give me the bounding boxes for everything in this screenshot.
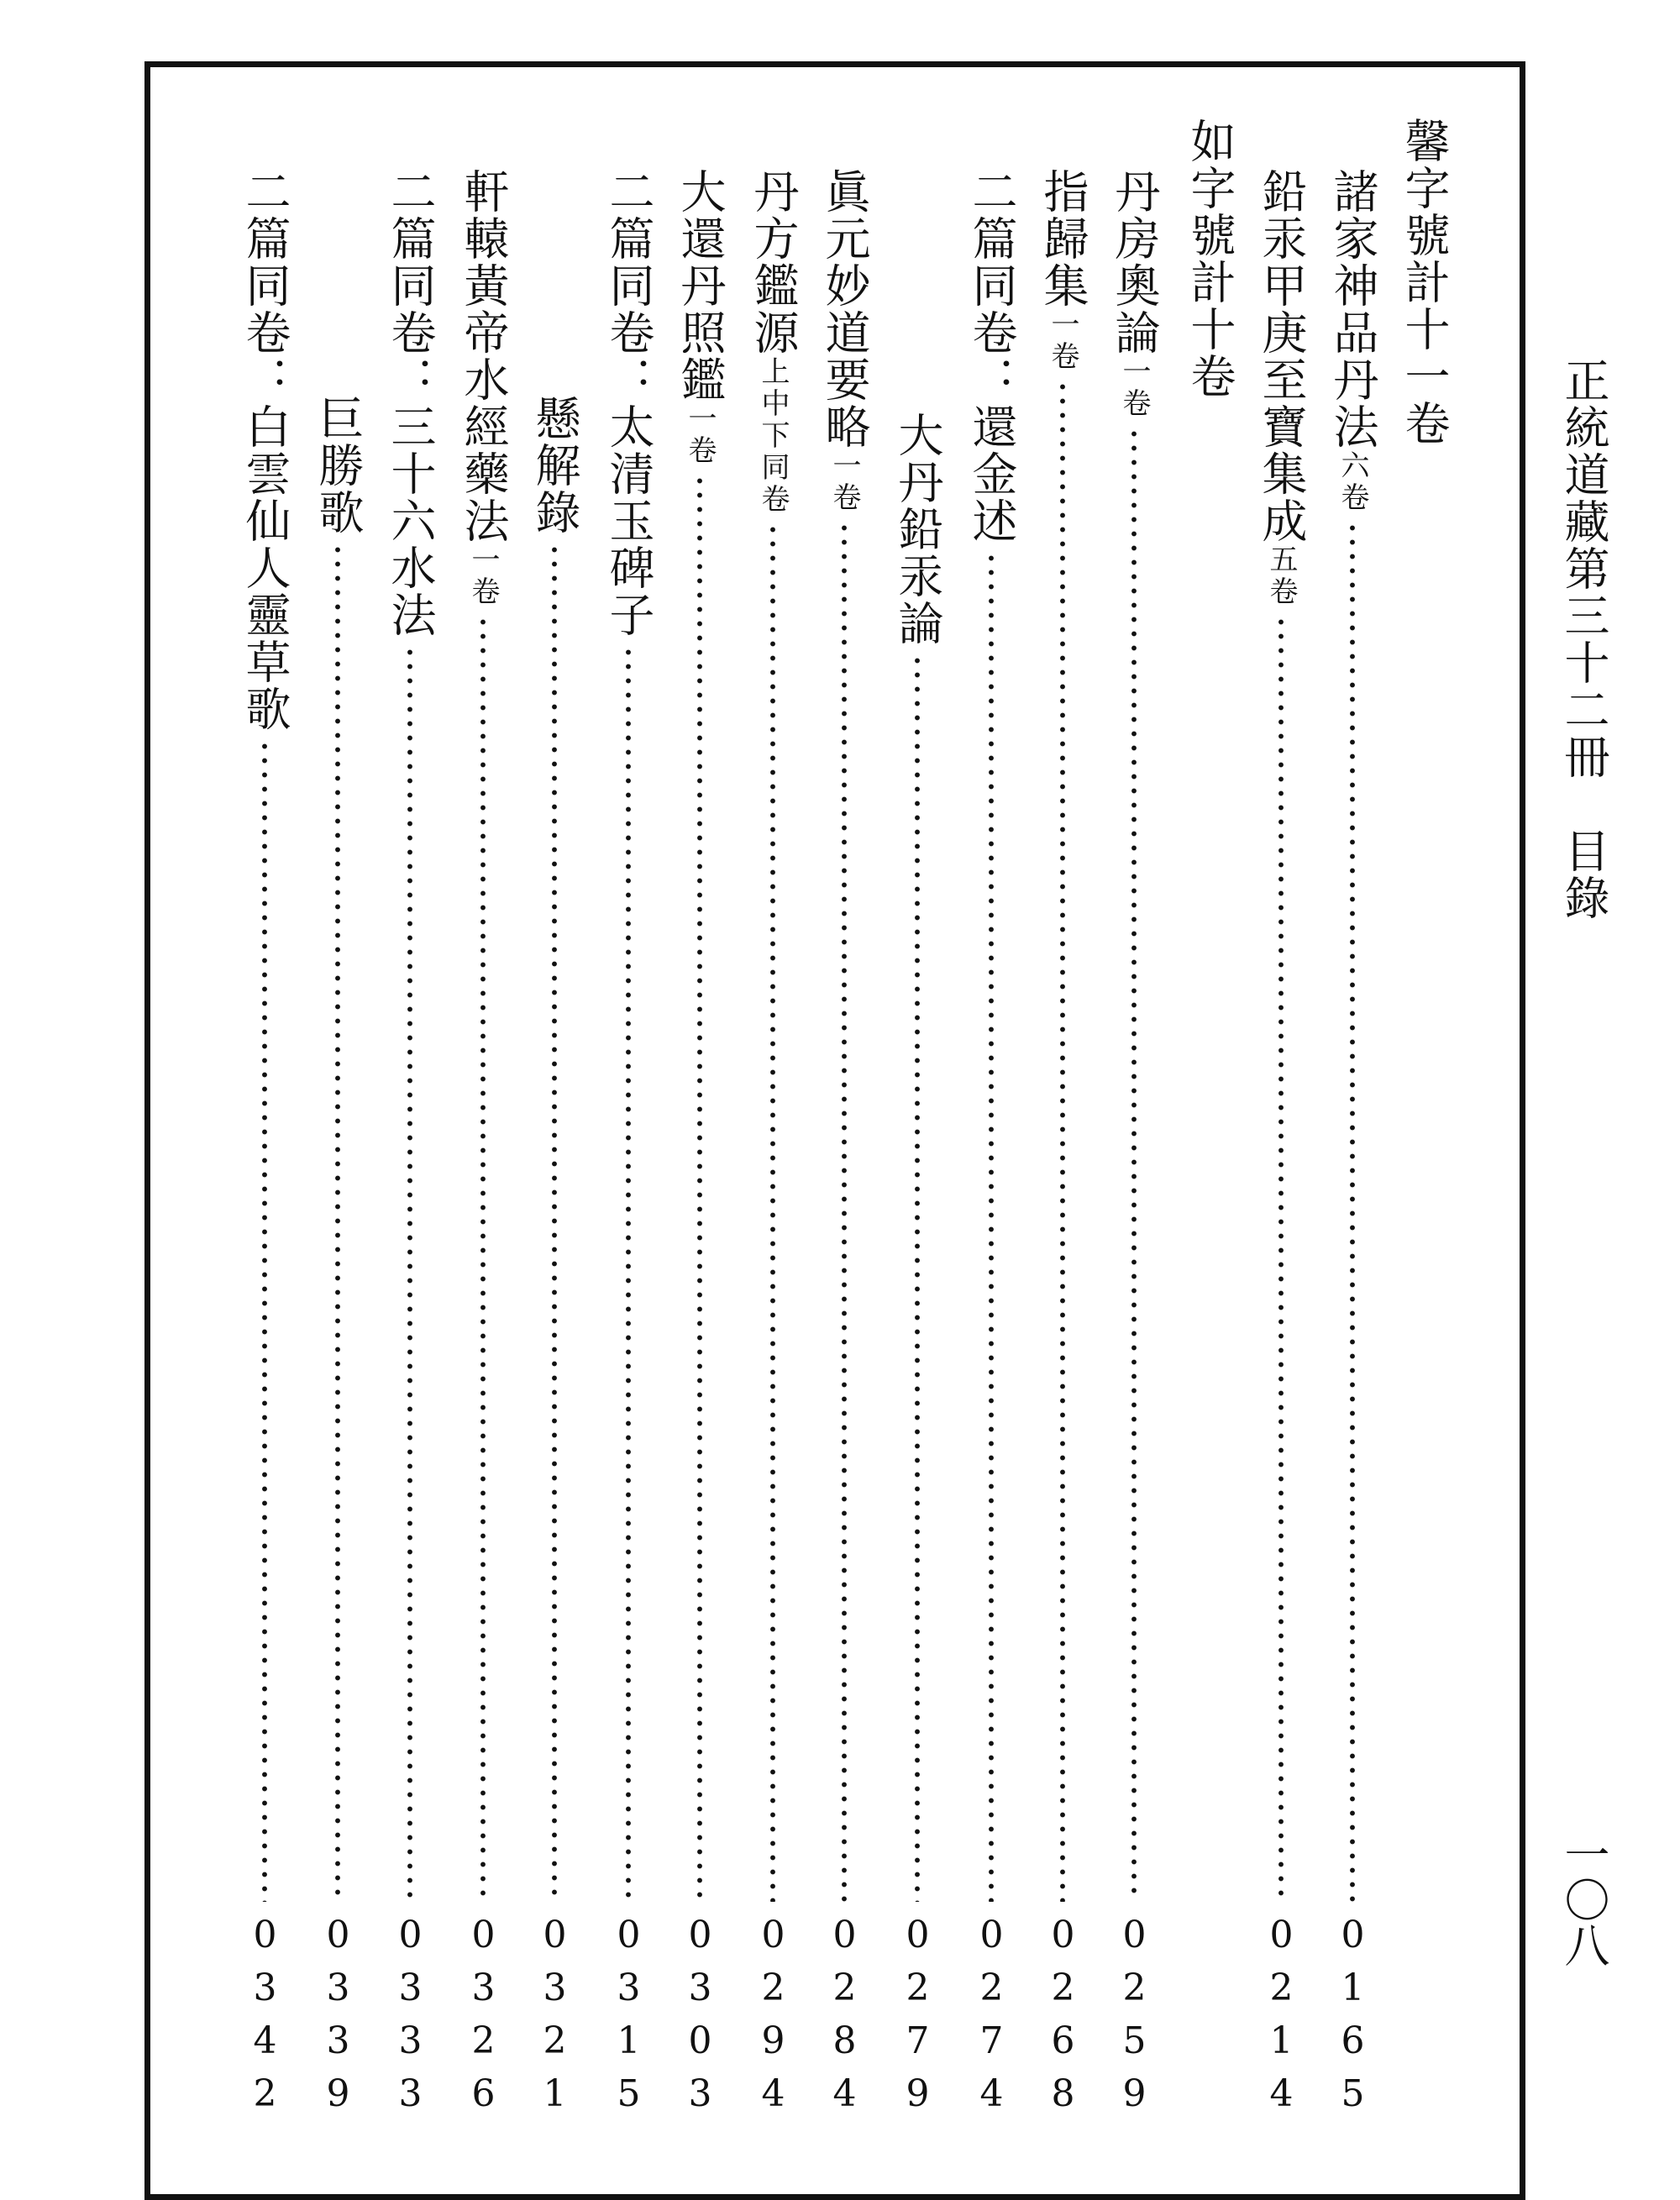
- leader-dots: [1060, 380, 1065, 1902]
- toc-entry[interactable]: [1327, 168, 1378, 2125]
- group-heading-text: 如字號計十卷: [1184, 118, 1236, 400]
- toc-entry-title: 巨勝歌: [312, 395, 365, 536]
- toc-entry-volume: 上中下同卷: [756, 356, 790, 516]
- leader-dots: [770, 522, 775, 1902]
- toc-entry-page: 0214: [1260, 1914, 1303, 2125]
- leader-dots: [407, 645, 412, 1902]
- toc-entry-page: 0303: [679, 1914, 722, 2125]
- toc-entry[interactable]: [312, 395, 363, 2125]
- toc-entry[interactable]: [675, 168, 725, 2125]
- toc-entry-page: 0165: [1331, 1914, 1374, 2125]
- toc-entry-page: 0268: [1042, 1914, 1084, 2125]
- toc-entry-volume: 一卷: [466, 544, 500, 608]
- toc-entry[interactable]: [385, 168, 435, 2125]
- toc-group-heading: [1184, 118, 1235, 400]
- toc-entry-title: 二篇同卷：三十六水法: [384, 168, 437, 638]
- toc-entry-volume: 一卷: [683, 403, 717, 467]
- leader-dots: [842, 521, 847, 1902]
- leader-dots: [1350, 521, 1355, 1902]
- toc-entry[interactable]: [1109, 168, 1159, 2125]
- toc-entry-page: 0321: [533, 1914, 576, 2125]
- leader-dots: [697, 474, 702, 1902]
- toc-entry-page: 0259: [1113, 1914, 1156, 2125]
- toc-entry-volume: 一卷: [827, 450, 861, 514]
- leader-dots: [480, 615, 486, 1902]
- toc-entry-title: 二篇同卷：白雲仙人靈草歌: [239, 168, 291, 732]
- toc-entry-title: 諸家神品丹法六卷: [1326, 168, 1379, 514]
- toc-entry-volume: 一卷: [1117, 356, 1151, 420]
- toc-entry[interactable]: [1256, 168, 1306, 2125]
- toc-entry-page: 0274: [970, 1914, 1013, 2125]
- toc-entry-title: 二篇同卷：還金述: [965, 168, 1018, 544]
- toc-entry-page: 0315: [607, 1914, 650, 2125]
- toc-entry-volume: 六卷: [1336, 450, 1369, 514]
- leader-dots: [552, 543, 557, 1902]
- toc-entry-page: 0339: [317, 1914, 360, 2125]
- toc-group-heading: [1399, 118, 1449, 447]
- toc-entry-title: 大丹鉛汞論: [891, 412, 944, 647]
- toc-entry[interactable]: [748, 168, 798, 2125]
- leader-dots: [262, 739, 267, 1902]
- toc-entry-page: 0326: [462, 1914, 505, 2125]
- toc-entry[interactable]: [1037, 168, 1088, 2125]
- leader-dots: [1278, 615, 1284, 1902]
- toc-entry[interactable]: [819, 168, 869, 2125]
- toc-entry-title: 丹房奧論一卷: [1108, 168, 1161, 420]
- toc-entry-title: 丹方鑑源上中下同卷: [747, 168, 800, 516]
- toc-entry-volume: 五卷: [1264, 544, 1298, 608]
- page-title: 正統道藏第三十二冊 目錄: [1557, 357, 1610, 921]
- toc-entry-title: 大還丹照鑑一卷: [674, 168, 727, 467]
- toc-entry[interactable]: [529, 395, 580, 2125]
- toc-entry[interactable]: [603, 168, 654, 2125]
- page-number: 一〇八: [1557, 1831, 1610, 1967]
- toc-entry-title: 指歸集一卷: [1037, 168, 1089, 373]
- toc-entry-title: 眞元妙道要略一卷: [818, 168, 871, 514]
- toc-entry-title: 懸解錄: [528, 395, 581, 536]
- toc-entry[interactable]: [458, 168, 508, 2125]
- leader-dots: [626, 645, 631, 1902]
- leader-dots: [335, 543, 340, 1902]
- leader-dots: [1131, 427, 1137, 1902]
- toc-entry-title: 軒轅黃帝水經藥法一卷: [457, 168, 510, 608]
- group-heading-text: 馨字號計十一卷: [1398, 118, 1451, 447]
- toc-entry-title: 鉛汞甲庚至寶集成五卷: [1255, 168, 1308, 608]
- toc-entry[interactable]: [966, 168, 1016, 2125]
- leader-dots: [915, 654, 920, 1902]
- toc-entry-page: 0294: [752, 1914, 795, 2125]
- toc-entry-page: 0333: [389, 1914, 432, 2125]
- toc-entry-volume: 一卷: [1046, 309, 1079, 373]
- leader-dots: [989, 551, 994, 1902]
- toc-entry-page: 0342: [244, 1914, 286, 2125]
- toc-entry[interactable]: [892, 412, 942, 2125]
- toc-entry-page: 0279: [896, 1914, 939, 2125]
- toc-entry-title: 二篇同卷：太清玉碑子: [602, 168, 655, 638]
- toc-entry-page: 0284: [823, 1914, 866, 2125]
- toc-entry[interactable]: [239, 168, 290, 2125]
